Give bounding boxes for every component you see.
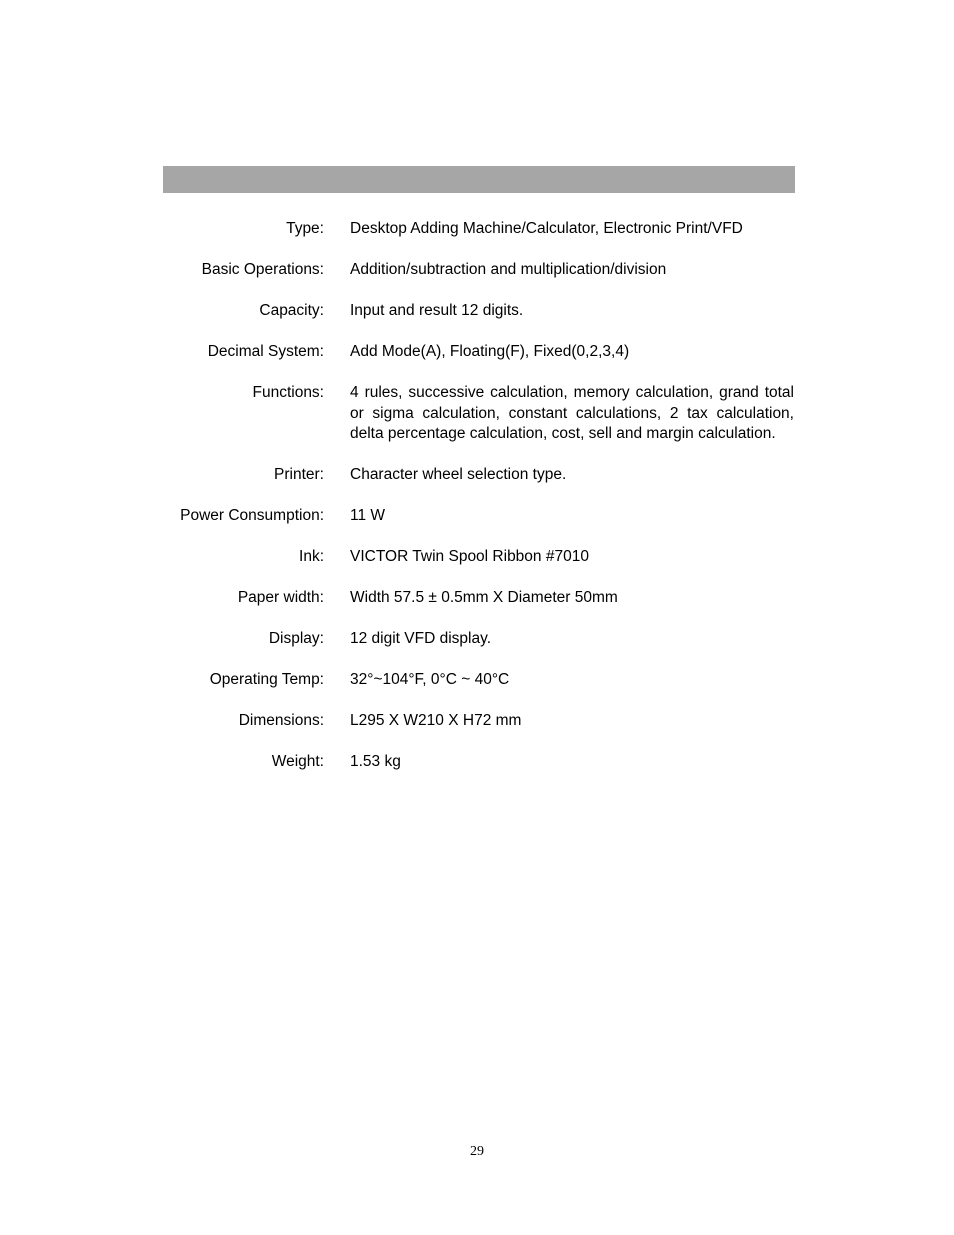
spec-label: Decimal System: bbox=[207, 343, 324, 360]
spec-row-functions bbox=[163, 383, 795, 445]
spec-row-type bbox=[163, 219, 795, 240]
spec-row-capacity bbox=[163, 301, 795, 322]
spec-label: Basic Operations: bbox=[201, 261, 324, 278]
spec-label: Display: bbox=[268, 630, 324, 647]
spec-row-paper-width bbox=[163, 588, 795, 609]
spec-label: Printer: bbox=[274, 466, 324, 483]
spec-label: Ink: bbox=[299, 548, 324, 565]
spec-value: 12 digit VFD display. bbox=[350, 630, 491, 647]
spec-value: 4 rules, successive calculation, memory calculation, grand total or sigma calculation, constant calculations, 2 tax calculation, delta percentage calculation, cost, sell and margin calculation. bbox=[350, 384, 794, 442]
spec-value: Addition/subtraction and multiplication/division bbox=[350, 261, 667, 278]
spec-value: VICTOR Twin Spool Ribbon #7010 bbox=[350, 548, 589, 565]
page-number: 29 bbox=[470, 1144, 484, 1159]
spec-row-display bbox=[163, 629, 795, 650]
spec-value: 11 W bbox=[350, 507, 386, 524]
spec-label: Weight: bbox=[271, 753, 324, 770]
spec-label: Type: bbox=[286, 220, 324, 237]
spec-row-ink bbox=[163, 547, 795, 568]
spec-row-power-consumption bbox=[163, 506, 795, 527]
spec-value: 32°~104°F, 0°C ~ 40°C bbox=[350, 671, 510, 688]
spec-label: Dimensions: bbox=[238, 712, 324, 729]
spec-value: Input and result 12 digits. bbox=[350, 302, 524, 319]
spec-value: Add Mode(A), Floating(F), Fixed(0,2,3,4) bbox=[350, 343, 630, 360]
spec-value: Character wheel selection type. bbox=[350, 466, 567, 483]
spec-row-operating-temp bbox=[163, 670, 795, 691]
spec-label: Paper width: bbox=[237, 589, 324, 606]
spec-label: Capacity: bbox=[259, 302, 324, 319]
spec-value: L295 X W210 X H72 mm bbox=[350, 712, 522, 729]
spec-value: Desktop Adding Machine/Calculator, Electronic Print/VFD bbox=[350, 220, 743, 237]
spec-value: 1.53 kg bbox=[350, 753, 401, 770]
spec-label: Functions: bbox=[252, 384, 324, 401]
section-header-bar bbox=[163, 166, 795, 193]
specifications-table bbox=[163, 219, 795, 793]
spec-row-printer bbox=[163, 465, 795, 486]
spec-row-decimal-system bbox=[163, 342, 795, 363]
spec-row-weight bbox=[163, 752, 795, 773]
spec-value: Width 57.5 ± 0.5mm X Diameter 50mm bbox=[350, 589, 618, 606]
spec-row-basic-operations bbox=[163, 260, 795, 281]
spec-label: Operating Temp: bbox=[209, 671, 324, 688]
spec-label: Power Consumption: bbox=[180, 507, 324, 524]
spec-row-dimensions bbox=[163, 711, 795, 732]
